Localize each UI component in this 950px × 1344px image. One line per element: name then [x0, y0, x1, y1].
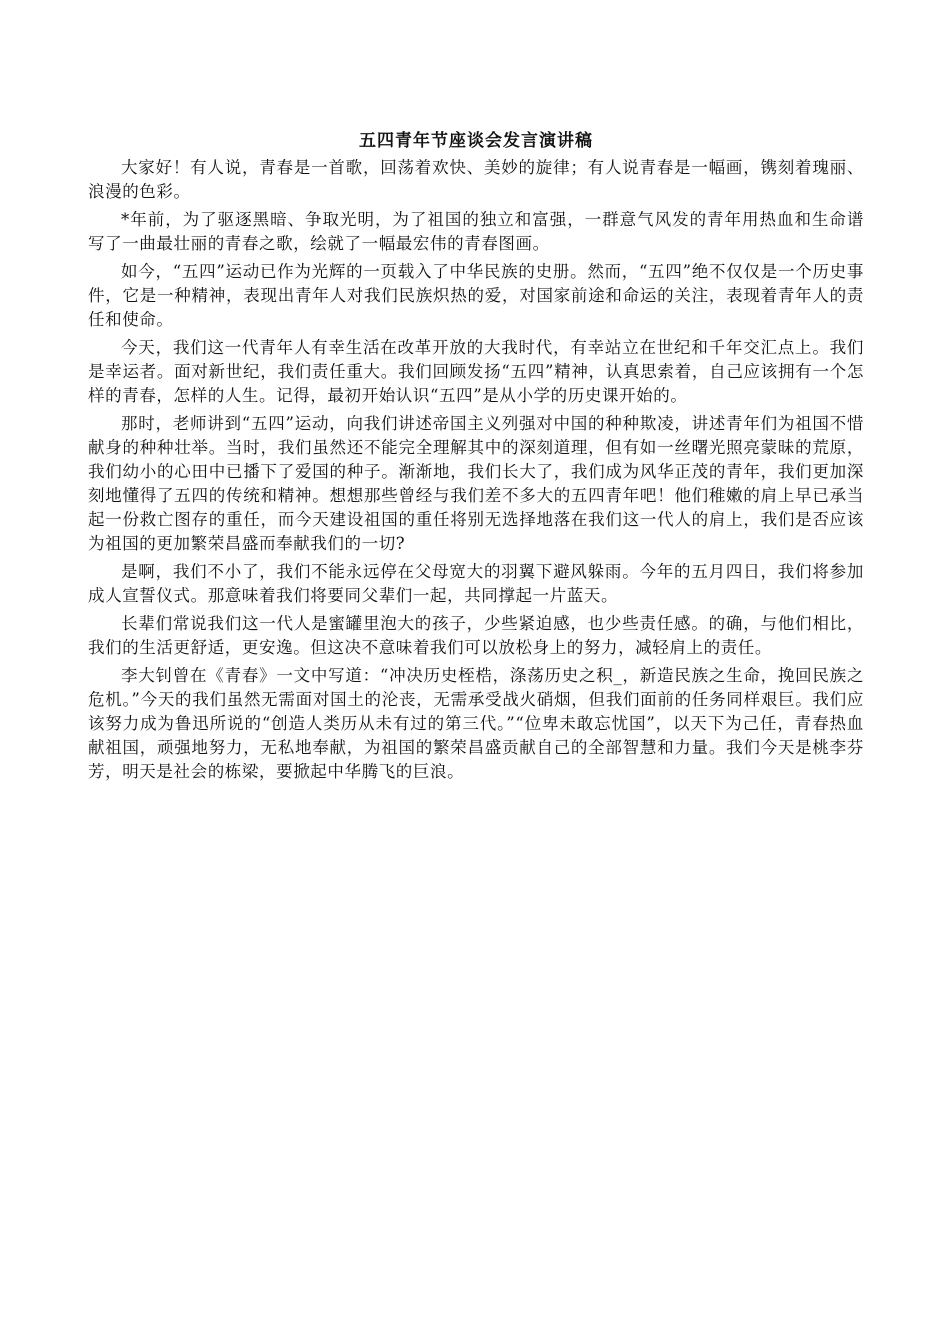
paragraph-growing-up: 是啊，我们不小了，我们不能永远停在父母宽大的羽翼下避风躲雨。今年的五月四日，我们将参加成人宣誓仪式。那意味着我们将要同父辈们一起，共同撑起一片蓝天。	[88, 562, 864, 605]
paragraph-history: *年前，为了驱逐黑暗、争取光明，为了祖国的独立和富强，一群意气风发的青年用热血和生命谱写了一曲最壮丽的青春之歌，绘就了一幅最宏伟的青春图画。	[88, 210, 864, 253]
document-page	[88, 128, 864, 788]
paragraph-spirit: 如今，“五四”运动已作为光辉的一页载入了中华民族的史册。然而，“五四”绝不仅仅是一个历史事件，它是一种精神，表现出青年人对我们民族炽热的爱，对国家前途和命运的关注，表现着青年人的责任和使命。	[88, 262, 864, 329]
paragraph-conclusion: 李大钊曾在《青春》一文中写道：“冲决历史桎梏，涤荡历史之积_，新造民族之生命，挽回民族之危机。”今天的我们虽然无需面对国土的沦丧，无需承受战火硝烟，但我们面前的任务同样艰巨。我们应该努力成为鲁迅所说的“创造人类历从未有过的第三代。”“位卑未敢忘忧国”，以天下为己任，青春热血献祖国，顽强地努力，无私地奉献，为祖国的繁荣昌盛贡献自己的全部智慧和力量。我们今天是桃李芬芳，明天是社会的栋梁，要掀起中华腾飞的巨浪。	[88, 666, 864, 781]
paragraph-responsibility: 长辈们常说我们这一代人是蜜罐里泡大的孩子，少些紧迫感，也少些责任感。的确，与他们相比，我们的生活更舒适，更安逸。但这决不意味着我们可以放松身上的努力，减轻肩上的责任。	[88, 614, 864, 657]
document-title: 五四青年节座谈会发言演讲稿	[359, 131, 593, 151]
paragraph-greeting: 大家好！有人说，青春是一首歌，回荡着欢快、美妙的旋律；有人说青春是一幅画，镌刻着瑰丽、浪漫的色彩。	[88, 158, 864, 201]
paragraph-memory: 那时，老师讲到“五四”运动，向我们讲述帝国主义列强对中国的种种欺凌，讲述青年们为祖国不惜献身的种种壮举。当时，我们虽然还不能完全理解其中的深刻道理，但有如一丝曙光照亮蒙昧的荒原，我们幼小的心田中已播下了爱国的种子。渐渐地，我们长大了，我们成为风华正茂的青年，我们更加深刻地懂得了五四的传统和精神。想想那些曾经与我们差不多大的五四青年吧！他们稚嫩的肩上早已承当起一份救亡图存的重任，而今天建设祖国的重任将别无选择地落在我们这一代人的肩上，我们是否应该为祖国的更加繁荣昌盛而奉献我们的一切?	[88, 414, 864, 553]
paragraph-today: 今天，我们这一代青年人有幸生活在改革开放的大我时代，有幸站立在世纪和千年交汇点上。我们是幸运者。面对新世纪，我们责任重大。我们回顾发扬“五四”精神，认真思索着，自己应该拥有一个怎样的青春，怎样的人生。记得，最初开始认识“五四”是从小学的历史课开始的。	[88, 338, 864, 405]
